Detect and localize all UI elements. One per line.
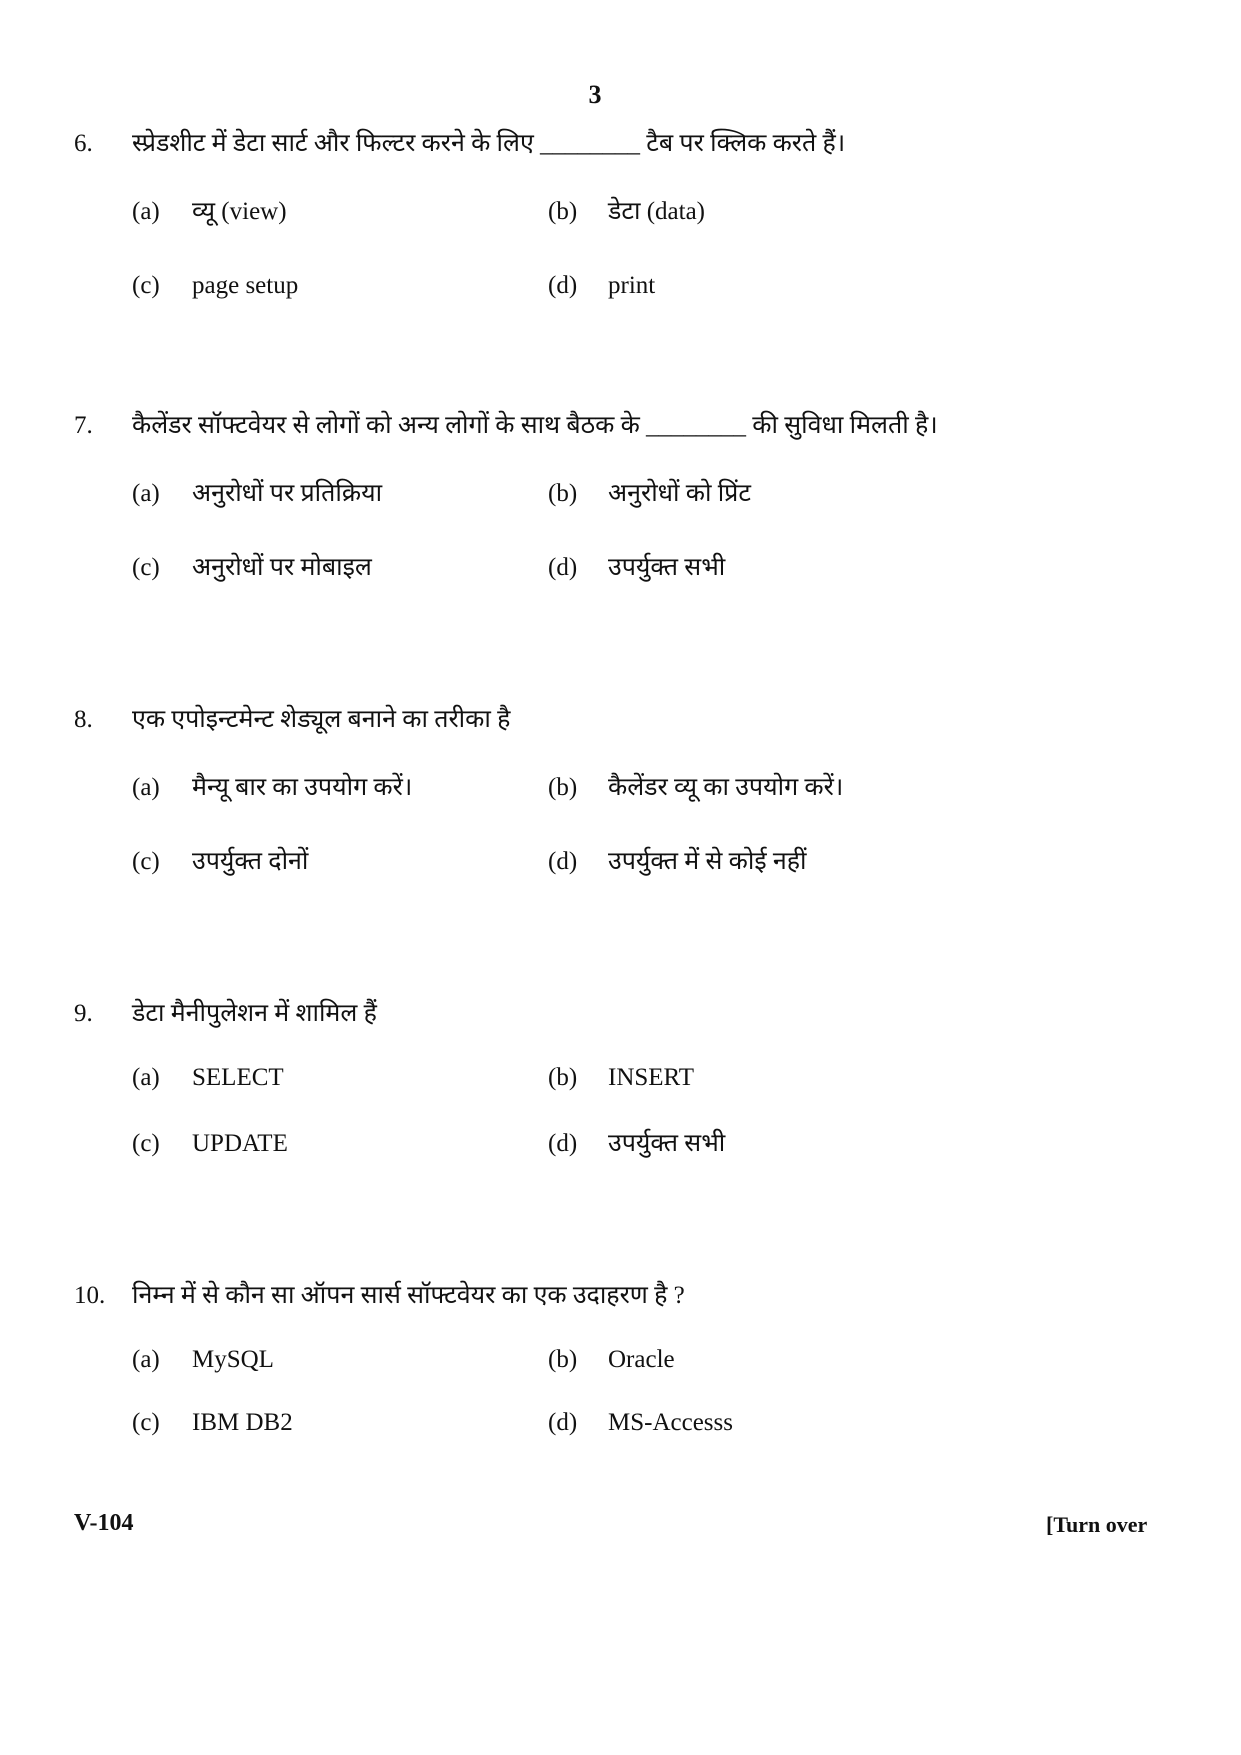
option-a [132, 1058, 284, 1098]
option-d [548, 266, 655, 306]
question-9 [74, 994, 1174, 1164]
option-text: मैन्यू बार का उपयोग करें। [192, 774, 413, 801]
option-label: (d) [548, 1409, 578, 1436]
question-number: 9. [74, 1000, 93, 1027]
option-text: INSERT [608, 1064, 694, 1091]
question-stem [74, 994, 1174, 1034]
option-label: (b) [548, 1346, 578, 1373]
option-label: (b) [548, 480, 578, 507]
question-stem [74, 700, 1174, 740]
option-label: (b) [548, 1064, 578, 1091]
option-d [548, 1124, 725, 1164]
option-text: print [608, 272, 656, 299]
option-label: (c) [132, 554, 160, 581]
option-d [548, 842, 806, 882]
option-text: उपर्युक्त दोनों [192, 848, 309, 875]
option-row [74, 266, 1174, 306]
option-b [548, 474, 751, 514]
option-b [548, 1340, 675, 1380]
option-label: (a) [132, 480, 160, 507]
option-label: (c) [132, 1130, 160, 1157]
option-label: (d) [548, 1130, 578, 1157]
question-8 [74, 700, 1174, 882]
option-a [132, 474, 382, 514]
question-stem [74, 406, 1174, 446]
option-d [548, 1403, 733, 1443]
option-text: उपर्युक्त में से कोई नहीं [608, 848, 807, 875]
option-b [548, 192, 705, 232]
question-7 [74, 406, 1174, 588]
option-row [74, 1058, 1174, 1098]
option-label: (b) [548, 198, 578, 225]
option-text: अनुरोधों पर मोबाइल [192, 554, 372, 581]
option-label: (b) [548, 774, 578, 801]
option-text: डेटा (data) [608, 198, 705, 225]
option-row [74, 548, 1174, 588]
question-10 [74, 1276, 1174, 1443]
option-label: (c) [132, 272, 160, 299]
option-label: (c) [132, 1409, 160, 1436]
question-number: 10. [74, 1282, 106, 1309]
option-b [548, 768, 843, 808]
question-number: 8. [74, 706, 93, 733]
option-row [74, 768, 1174, 808]
option-row [74, 1403, 1174, 1443]
option-text: UPDATE [192, 1130, 288, 1157]
question-text: स्प्रेडशीट में डेटा सार्ट और फिल्टर करने के लिए ________ टैब पर क्लिक करते हैं। [132, 130, 846, 157]
option-c [132, 1124, 288, 1164]
question-number: 7. [74, 412, 93, 439]
question-text: निम्न में से कौन सा ऑपन सार्स सॉफ्टवेयर का एक उदाहरण है ? [132, 1282, 685, 1309]
option-b [548, 1058, 694, 1098]
option-label: (d) [548, 848, 578, 875]
option-c [132, 266, 298, 306]
option-c [132, 548, 372, 588]
option-label: (a) [132, 198, 160, 225]
option-a [132, 768, 412, 808]
option-row [74, 1124, 1174, 1164]
option-a [132, 192, 287, 232]
option-row [74, 192, 1174, 232]
option-label: (c) [132, 848, 160, 875]
option-row [74, 1340, 1174, 1380]
option-text: उपर्युक्त सभी [608, 1130, 726, 1157]
option-d [548, 548, 725, 588]
option-text: SELECT [192, 1064, 284, 1091]
option-label: (d) [548, 272, 578, 299]
question-text: एक एपोइन्टमेन्ट शेड्यूल बनाने का तरीका है [132, 706, 511, 733]
question-stem [74, 124, 1174, 164]
option-text: Oracle [608, 1346, 675, 1373]
question-text: कैलेंडर सॉफ्टवेयर से लोगों को अन्य लोगों के साथ बैठक के ________ की सुविधा मिलती है। [132, 412, 938, 439]
question-text: डेटा मैनीपुलेशन में शामिल हैं [132, 1000, 377, 1027]
option-a [132, 1340, 274, 1380]
option-row [74, 842, 1174, 882]
option-text: अनुरोधों पर प्रतिक्रिया [192, 480, 383, 507]
option-text: MySQL [192, 1346, 274, 1373]
option-c [132, 1403, 293, 1443]
option-label: (d) [548, 554, 578, 581]
option-text: page setup [192, 272, 299, 299]
option-text: कैलेंडर व्यू का उपयोग करें। [608, 774, 844, 801]
option-label: (a) [132, 1064, 160, 1091]
option-label: (a) [132, 1346, 160, 1373]
option-text: व्यू (view) [192, 198, 287, 225]
option-text: MS-Accesss [608, 1409, 733, 1436]
question-number: 6. [74, 130, 93, 157]
option-text: उपर्युक्त सभी [608, 554, 726, 581]
option-label: (a) [132, 774, 160, 801]
question-stem [74, 1276, 1174, 1316]
turn-over-note: [Turn over [1046, 1512, 1148, 1537]
option-text: अनुरोधों को प्रिंट [608, 480, 752, 507]
option-c [132, 842, 308, 882]
option-text: IBM DB2 [192, 1409, 293, 1436]
page-number: 3 [588, 80, 602, 109]
option-row [74, 474, 1174, 514]
paper-code: V-104 [74, 1510, 134, 1536]
question-6 [74, 124, 1174, 306]
